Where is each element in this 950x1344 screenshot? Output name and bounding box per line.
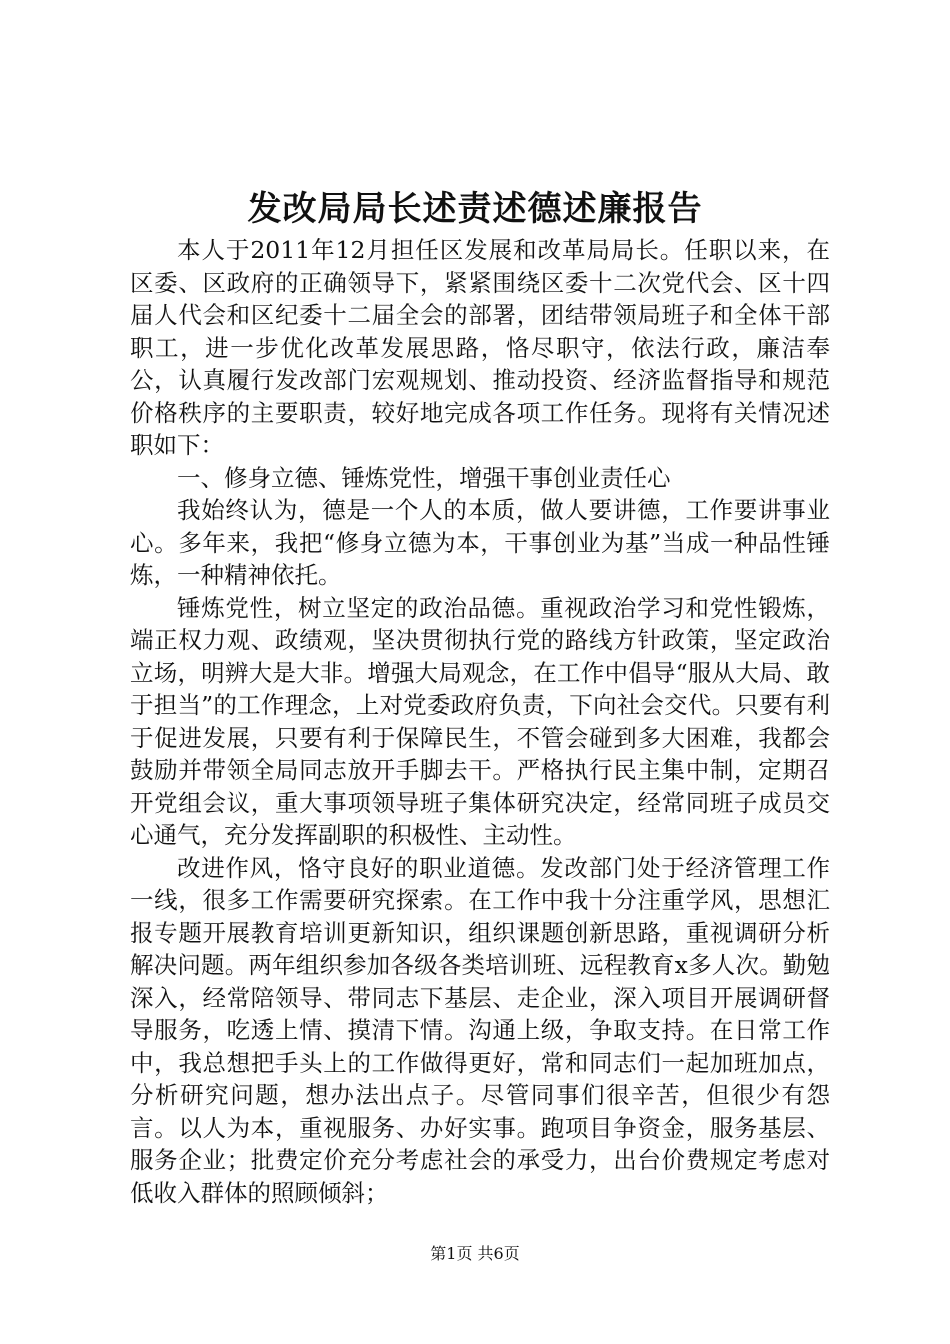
paragraph-intro: 本人于2011年12月担任区发展和改革局局长。任职以来，在区委、区政府的正确领导下，紧紧围绕区委十二次党代会、区十四届人代会和区纪委十二届全会的部署，团结带领局班子和全体干部职工，进一步优化改革发展思路，恪尽职守，依法行政，廉洁奉公，认真履行发改部门宏观规划、推动投资、经济监督指导和规范价格秩序的主要职责，较好地完成各项工作任务。现将有关情况述职如下： — [130, 236, 830, 459]
paragraph-work-style: 改进作风，恪守良好的职业道德。发改部门处于经济管理工作一线，很多工作需要研究探索。在工作中我十分注重学风，思想汇报专题开展教育培训更新知识，组织课题创新思路，重视调研分析解决问题。两年组织参加各级各类培训班、远程教育x多人次。勤勉深入，经常陪领导、带同志下基层、走企业，深入项目开展调研督导服务，吃透上情、摸清下情。沟通上级，争取支持。在日常工作中，我总想把手头上的工作做得更好，常和同志们一起加班加点，分析研究问题，想办法出点子。尽管同事们很辛苦，但很少有怨言。以人为本，重视服务、办好实事。跑项目争资金，服务基层、服务企业；批费定价充分考虑社会的承受力，出台价费规定考虑对低收入群体的照顾倾斜； — [130, 853, 830, 1207]
paragraph-party-spirit: 锤炼党性，树立坚定的政治品德。重视政治学习和党性锻炼，端正权力观、政绩观，坚决贯彻执行党的路线方针政策，坚定政治立场，明辨大是大非。增强大局观念，在工作中倡导“服从大局、敢于担当”的工作理念，上对党委政府负责，下向社会交代。只要有利于促进发展，只要有利于保障民生，不管会碰到多大困难，我都会鼓励并带领全局同志放开手脚去干。严格执行民主集中制，定期召开党组会议，重大事项领导班子集体研究决定，经常同班子成员交心通气，充分发挥副职的积极性、主动性。 — [130, 593, 830, 849]
section-heading-1: 一、修身立德、锤炼党性，增强干事创业责任心 — [177, 463, 671, 492]
page-number-footer: 第1页 共6页 — [430, 1244, 520, 1263]
document-body — [130, 234, 830, 1209]
document-title: 发改局局长述责述德述廉报告 — [247, 189, 703, 229]
paragraph-moral-view: 我始终认为，德是一个人的本质，做人要讲德，工作要讲事业心。多年来，我把“修身立德为本，干事创业为基”当成一种品性锤炼，一种精神依托。 — [130, 496, 830, 589]
